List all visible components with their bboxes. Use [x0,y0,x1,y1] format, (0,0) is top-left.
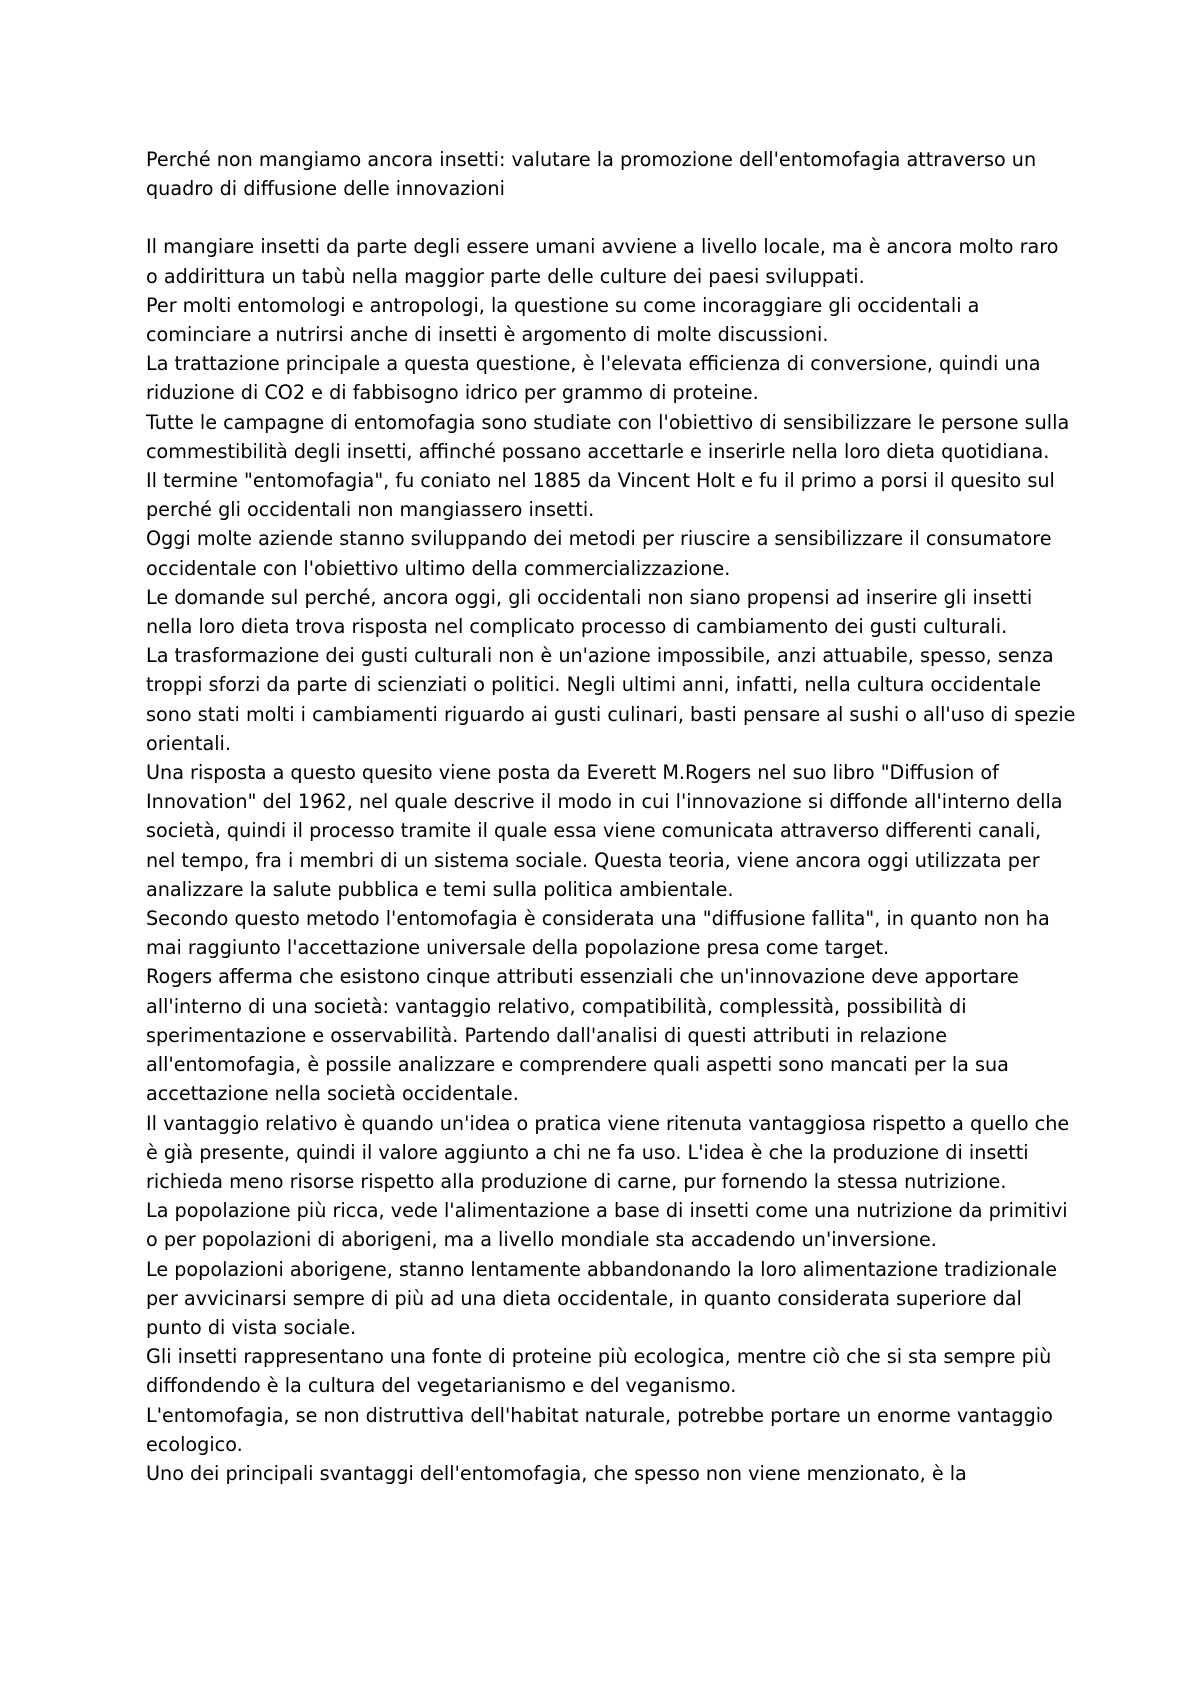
paragraph: Rogers afferma che esistono cinque attributi essenziali che un'innovazione deve apportare all'interno di una società: vantaggio relativo, compatibilità, complessità, possibilità di sperimentazione e osservabilità. Partendo dall'analisi di questi attributi in relazione all'entomofagia, è possile analizzare e comprendere quali aspetti sono mancati per la sua accettazione nella società occidentale. [146,965,1019,1106]
paragraph: Il vantaggio relativo è quando un'idea o pratica viene ritenuta vantaggiosa rispetto a quello che è già presente, quindi il valore aggiunto a chi ne fa uso. L'idea è che la produzione di insetti richieda meno risorse rispetto alla produzione di carne, pur fornendo la stessa nutrizione. [146,1111,1070,1193]
paragraph: Una risposta a questo quesito viene posta da Everett M.Rogers nel suo libro "Diffusion of Innovation" del 1962, nel quale descrive il modo in cui l'innovazione si diffonde all'interno della società, quindi il processo tramite il quale essa viene comunicata attraverso differenti canali, nel tempo, fra i membri di un sistema sociale. Questa teoria, viene ancora oggi utilizzata per analizzare la salute pubblica e temi sulla politica ambientale. [146,761,1063,901]
paragraph: Il mangiare insetti da parte degli essere umani avviene a livello locale, ma è ancora molto raro o addirittura un tabù nella maggior parte delle culture dei paesi sviluppati. [146,235,1059,288]
paragraph: Il termine "entomofagia", fu coniato nel 1885 da Vincent Holt e fu il primo a porsi il quesito sul perché gli occidentali non mangiassero insetti. [146,469,1055,522]
paragraph: Secondo questo metodo l'entomofagia è considerata una "diffusione fallita", in quanto non ha mai raggiunto l'accettazione universale della popolazione presa come target. [146,907,1050,960]
paragraph: La trasformazione dei gusti culturali non è un'azione impossibile, anzi attuabile, spesso, senza troppi sforzi da parte di scienziati o politici. Negli ultimi anni, infatti, nella cultura occidentale sono stati molti i cambiamenti riguardo ai gusti culinari, basti pensare al sushi o all'uso di spezie orientali. [146,644,1076,755]
paragraph: Per molti entomologi e antropologi, la questione su come incoraggiare gli occidentali a cominciare a nutrirsi anche di insetti è argomento di molte discussioni. [146,293,980,347]
document-title: Perché non mangiamo ancora insetti: valutare la promozione dell'entomofagia attraverso un quadro di diffusione delle innovazioni [146,148,1037,201]
paragraph: Oggi molte aziende stanno sviluppando dei metodi per riuscire a sensibilizzare il consumatore occidentale con l'obiettivo ultimo della commercializzazione. [146,527,1052,580]
document-body [146,145,1076,1488]
paragraph: Le domande sul perché, ancora oggi, gli occidentali non siano propensi ad inserire gli insetti nella loro dieta trova risposta nel complicato processo di cambiamento dei gusti culturali. [146,585,1033,639]
paragraph: Uno dei principali svantaggi dell'entomofagia, che spesso non viene menzionato, è la [146,1461,967,1485]
paragraph: L'entomofagia, se non distruttiva dell'habitat naturale, potrebbe portare un enorme vantaggio ecologico. [146,1403,1053,1456]
paragraph: Tutte le campagne di entomofagia sono studiate con l'obiettivo di sensibilizzare le persone sulla commestibilità degli insetti, affinché possano accettarle e inserirle nella loro dieta quotidiana. [146,410,1070,463]
paragraph: Gli insetti rappresentano una fonte di proteine più ecologica, mentre ciò che si sta sempre più diffondendo è la cultura del vegetarianismo e del veganismo. [146,1345,1052,1398]
paragraph: La popolazione più ricca, vede l'alimentazione a base di insetti come una nutrizione da primitivi o per popolazioni di aborigeni, ma a livello mondiale sta accadendo un'inversione. [146,1199,1068,1252]
paragraph: Le popolazioni aborigene, stanno lentamente abbandonando la loro alimentazione tradizionale per avvicinarsi sempre di più ad una dieta occidentale, in quanto considerata superiore dal punto di vista sociale. [146,1257,1058,1339]
paragraph: La trattazione principale a questa questione, è l'elevata efficienza di conversione, quindi una riduzione di CO2 e di fabbisogno idrico per grammo di proteine. [146,352,1041,405]
